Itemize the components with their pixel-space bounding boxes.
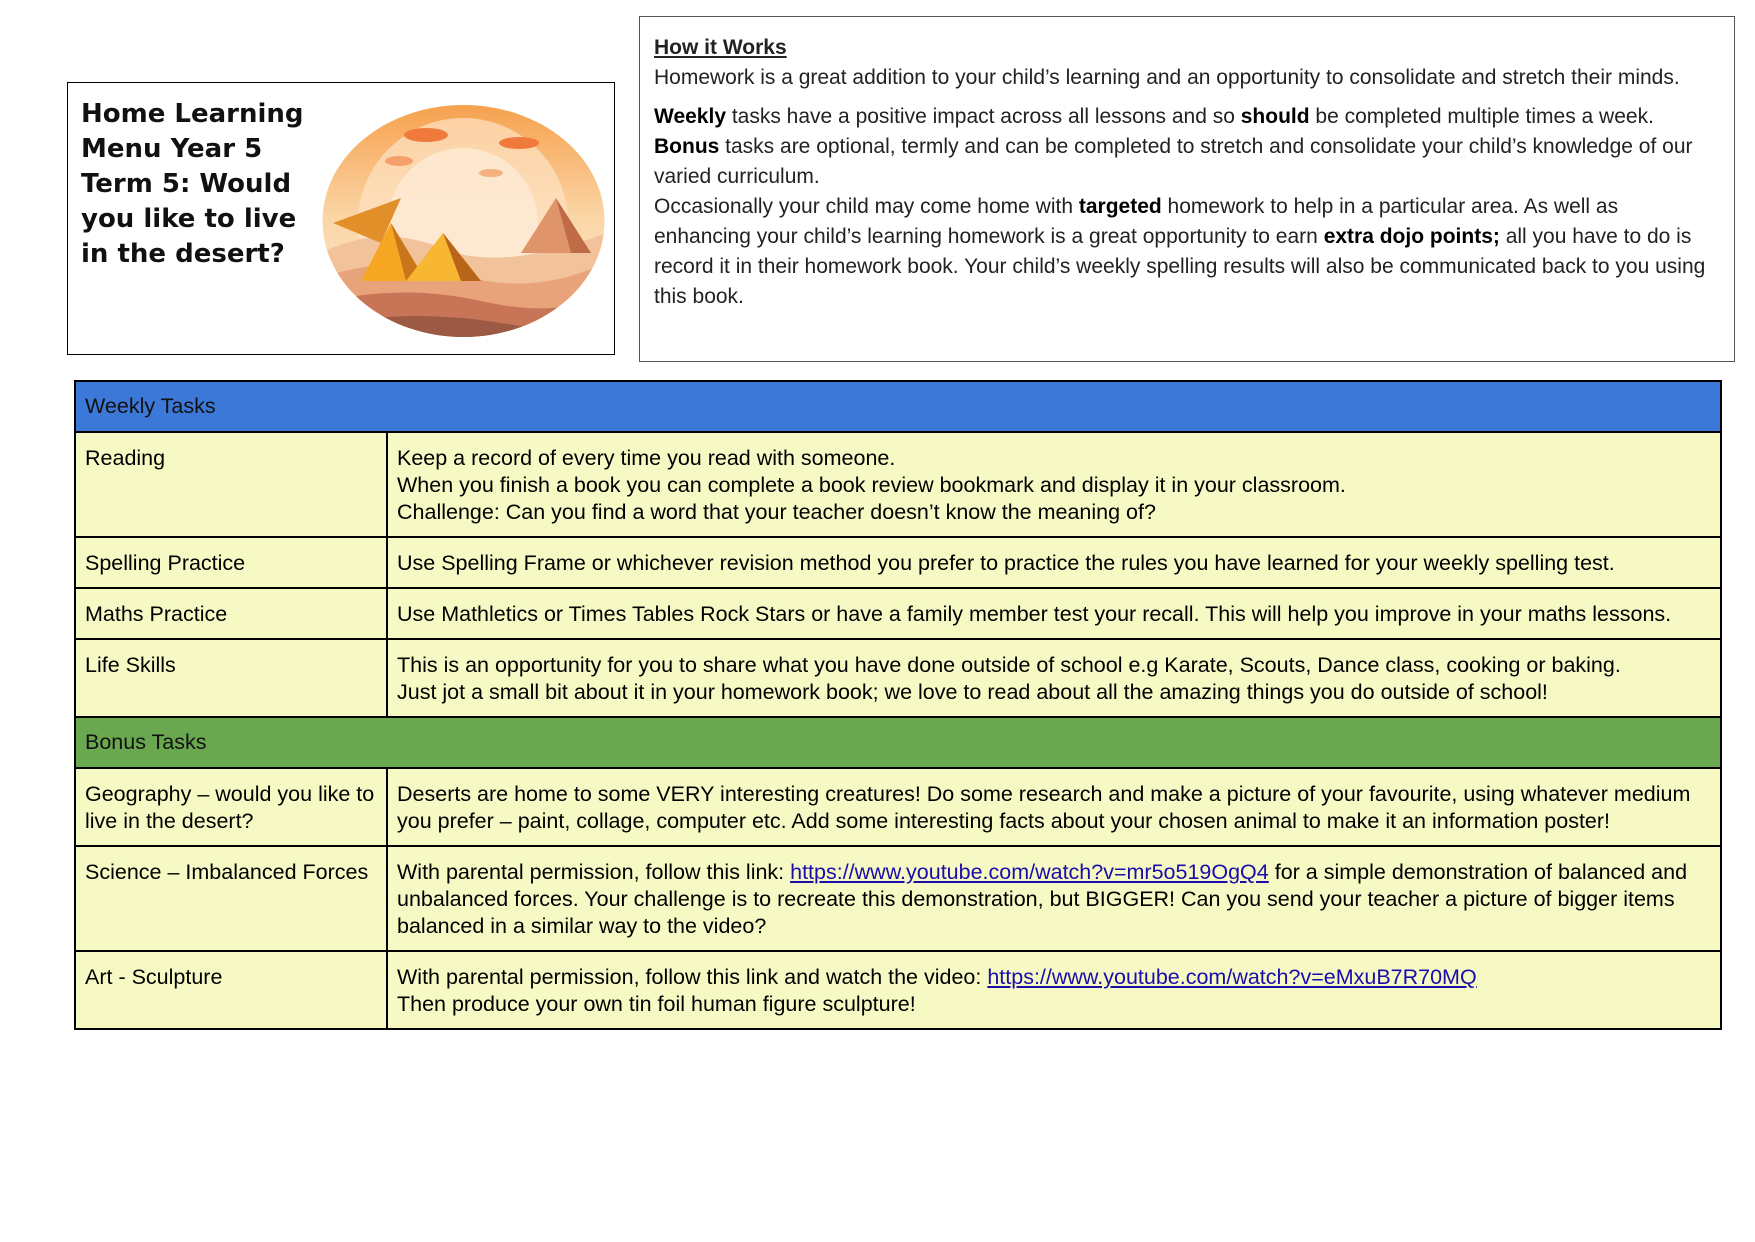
task-label-spelling: Spelling Practice [75, 537, 387, 588]
page-title [81, 97, 306, 272]
description-line: Just jot a small bit about it in your homework book; we love to read about all the amazing things you do outside of school! [397, 680, 1548, 704]
art-video-link[interactable]: https://www.youtube.com/watch?v=eMxuB7R70MQ [987, 965, 1477, 989]
description-line: This is an opportunity for you to share what you have done outside of school e.g Karate, Scouts, Dance class, cooking or baking. [397, 653, 1621, 677]
task-description-reading [387, 432, 1721, 537]
title-line: Home Learning [81, 99, 304, 129]
description-line: When you finish a book you can complete a book review bookmark and display it in your classroom. [397, 473, 1346, 497]
weekly-tasks-header-row [75, 381, 1721, 432]
title-box [67, 82, 615, 355]
title-line: Term 5: Would [81, 169, 292, 199]
bonus-bold: Bonus [654, 135, 720, 158]
targeted-bold: targeted [1078, 195, 1162, 218]
text-run: With parental permission, follow this link and watch the video: [397, 965, 988, 989]
how-it-works-targeted-paragraph [654, 192, 1720, 312]
science-video-link[interactable]: https://www.youtube.com/watch?v=mr5o519OgQ4 [790, 860, 1269, 884]
task-label-reading: Reading [75, 432, 387, 537]
task-label-art: Art - Sculpture [75, 951, 387, 1029]
text-run: all you have to do is record it in their homework book. Your child’s weekly spelling results will also be communicated back to you using this book. [654, 225, 1706, 308]
table-row [75, 537, 1721, 588]
text-run: tasks are optional, termly and can be completed to stretch and consolidate your child’s knowledge of our varied curriculum. [654, 135, 1693, 188]
description-line [397, 964, 1711, 991]
task-description-geography: Deserts are home to some VERY interesting creatures! Do some research and make a picture of your favourite, using whatever medium you prefer – paint, collage, computer etc. Add some interesting facts about your chosen animal to make it an information poster! [387, 768, 1721, 846]
table-row [75, 639, 1721, 717]
table-row [75, 588, 1721, 639]
task-description-maths: Use Mathletics or Times Tables Rock Stars or have a family member test your recall. This will help you improve in your maths lessons. [387, 588, 1721, 639]
table-row [75, 432, 1721, 537]
task-description-life-skills [387, 639, 1721, 717]
description-line: Then produce your own tin foil human figure sculpture! [397, 992, 916, 1016]
text-run: for a simple demonstration of balanced and unbalanced forces. Your challenge is to recreate this demonstration, but BIGGER! Can you send your teacher a picture of bigger items balanced in a similar way to the video? [397, 860, 1688, 938]
bonus-tasks-header-row [75, 717, 1721, 768]
should-bold: should [1240, 105, 1310, 128]
task-description-art [387, 951, 1721, 1029]
table-row [75, 846, 1721, 951]
title-line: you like to live [81, 204, 297, 234]
task-description-science [387, 846, 1721, 951]
table-row [75, 951, 1721, 1029]
description-line: Challenge: Can you find a word that your teacher doesn’t know the meaning of? [397, 500, 1156, 524]
weekly-tasks-header: Weekly Tasks [75, 381, 1721, 432]
how-it-works-tasks-paragraph [654, 102, 1720, 192]
task-label-geography: Geography – would you like to live in the desert? [75, 768, 387, 846]
table-row [75, 768, 1721, 846]
task-label-science: Science – Imbalanced Forces [75, 846, 387, 951]
desert-illustration [321, 103, 606, 339]
text-run: homework to help in a particular area. As well as enhancing your child’s learning homework is a great opportunity to earn [654, 195, 1619, 248]
how-it-works-box [639, 16, 1735, 362]
weekly-bold: Weekly [654, 105, 726, 128]
text-run: Occasionally your child may come home with [654, 195, 1079, 218]
bonus-tasks-header: Bonus Tasks [75, 717, 1721, 768]
how-it-works-intro: Homework is a great addition to your child’s learning and an opportunity to consolidate and stretch their minds. [654, 66, 1680, 89]
text-run: be completed multiple times a week. [1309, 105, 1654, 128]
task-label-maths: Maths Practice [75, 588, 387, 639]
task-label-life-skills: Life Skills [75, 639, 387, 717]
title-line: in the desert? [81, 239, 285, 269]
title-line: Menu Year 5 [81, 134, 263, 164]
text-run: With parental permission, follow this link: [397, 860, 791, 884]
task-description-spelling: Use Spelling Frame or whichever revision method you prefer to practice the rules you have learned for your weekly spelling test. [387, 537, 1721, 588]
dojo-bold: extra dojo points; [1323, 225, 1500, 248]
description-line: Keep a record of every time you read with someone. [397, 446, 896, 470]
tasks-table [74, 380, 1722, 1030]
how-it-works-heading: How it Works [654, 36, 787, 59]
text-run: tasks have a positive impact across all lessons and so [726, 105, 1241, 128]
